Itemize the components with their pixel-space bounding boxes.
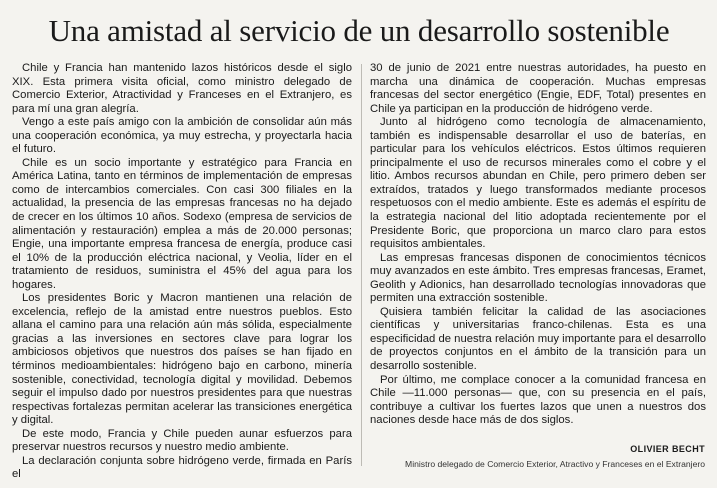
paragraph: Quisiera también felicitar la calidad de las asociaciones científicas y universitarias franco-chilenas. Esta es una especificidad de nuestra relación muy importante para el desarrollo de proyectos conjuntos en el ámbito de la transición para un desarrollo sostenible. xyxy=(370,305,706,373)
paragraph: Vengo a este país amigo con la ambición de consolidar aún más una cooperación económica, ya muy estrecha, y proyectarla hacia el futuro. xyxy=(12,116,352,156)
paragraph: Por último, me complace conocer a la comunidad francesa en Chile —11.000 personas— que, con su presencia en el país, contribuye a cultivar los fuertes lazos que unen a nuestros dos naciones desde hace más de dos siglos. xyxy=(370,373,706,427)
paragraph: Junto al hidrógeno como tecnología de almacenamiento, también es indispensable desarrollar el uso de baterías, en particular para los vehículos eléctricos. Estos últimos requieren principalmente el uso de recursos minerales como el cobre y el litio. Ambos recursos abundan en Chile, pero primero deben ser extraídos, tratados y luego transformados mediante procesos respetuosos con el medio ambiente. Este es además el espíritu de la estrategia nacional del litio adoptada recientemente por el Presidente Boric, que proporciona un marco claro para estos requisitos ambientales. xyxy=(370,116,706,251)
paragraph: Los presidentes Boric y Macron mantienen una relación de excelencia, reflejo de la amistad entre nuestros pueblos. Esto allana el camino para una relación aún más sólida, especialmente gracias a las inversiones en sectores clave para lograr los ambiciosos objetivos que nuestros dos países se han fijado en términos medioambientales: hidrógeno bajo en carbono, minería sostenible, conectividad, tecnología digital y movilidad. Debemos seguir el impulso dado por nuestros presidentes para que nuestras respectivas fortalezas permitan acelerar las transiciones energética y digital. xyxy=(12,292,352,427)
paragraph: La declaración conjunta sobre hidrógeno verde, firmada en París el xyxy=(12,454,352,481)
paragraph-continued: 30 de junio de 2021 entre nuestras autoridades, ha puesto en marcha una dinámica de cooperación. Muchas empresas francesas del sector energético (Engie, EDF, Total) presentes en Chile ya participan en la producción de hidrógeno verde. xyxy=(370,62,706,115)
column-divider xyxy=(361,64,362,466)
author-name: OLIVIER BECHT xyxy=(630,444,705,454)
paragraph: De este modo, Francia y Chile pueden aunar esfuerzos para preservar nuestros recursos y nuestro medio ambiente. xyxy=(12,427,352,454)
article-headline: Una amistad al servicio de un desarrollo sostenible xyxy=(48,13,670,48)
author-role: Ministro delegado de Comercio Exterior, Atractivo y Franceses en el Extranjero xyxy=(405,459,705,469)
paragraph: Chile y Francia han mantenido lazos históricos desde el siglo XIX. Esta primera visita oficial, como ministro delegado de Comercio Exterior, Atractividad y Franceses en el Extranjero, es para mí una gran alegría. xyxy=(12,62,352,115)
paragraph: Chile es un socio importante y estratégico para Francia en América Latina, tanto en términos de implementación de empresas como de intercambios comerciales. Con casi 300 filiales en la actualidad, la presencia de las empresas francesas no ha dejado de crecer en los últimos 10 años. Sodexo (empresa de servicios de alimentación y restauración) emplea a más de 20.000 personas; Engie, una importante empresa francesa de energía, produce casi el 10% de la producción eléctrica nacional, y Veolia, líder en el tratamiento de residuos, suministra el 45% del agua para los hogares. xyxy=(12,156,352,291)
paragraph: Las empresas francesas disponen de conocimientos técnicos muy avanzados en este ámbito. Tres empresas francesas, Eramet, Geolith y Adionics, han desarrollado tecnologías innovadoras que permiten una extracción sostenible. xyxy=(370,251,706,305)
article-column-left xyxy=(12,62,352,482)
article-column-right xyxy=(370,62,706,428)
